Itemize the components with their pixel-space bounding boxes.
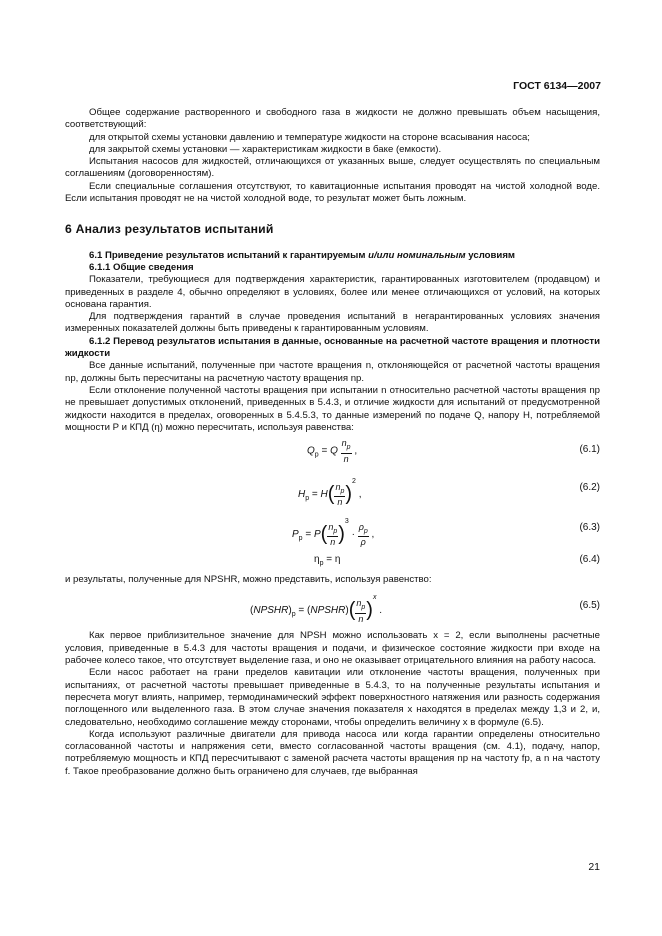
formula: $(NPSHR)_p$ = (NPSHR)( $\frac{n_p}{n}$ )$^x$ . [250,594,383,624]
formula: $Q_p = Q$ $\frac{n_p}{n}$ , [307,438,358,464]
subsection-title [65,250,600,262]
equation-6-1 [65,434,600,472]
equation-6-2 [65,472,600,512]
page-number: 21 [588,861,600,873]
section-title: 6 Анализ результатов испытаний [65,222,274,237]
equation-number: (6.5) [579,600,600,612]
paragraph: Когда используют различные двигатели для привода насоса или когда гарантии определены относительно согласованной частоты и напряжения сети, вместо согласованной частоты вращения (см. 4.1), подачу, напор, потребляемую мощность и КПД пересчитывают с заменой расчета частоты вращения nр на частоту fр, а n на частоту f. Такое преобразование должно быть ограничено для случаев, где выбранная [65,728,600,777]
equation-6-4 [65,552,600,574]
equation-number: (6.3) [579,522,600,534]
subsection-title-italic: и/или номинальным [368,249,466,261]
subsubsection-title: 6.1.1 Общие сведения [89,261,194,273]
paragraph: для закрытой схемы установки — характеристикам жидкости в баке (емкости). [89,143,442,155]
equation-number: (6.4) [579,554,600,566]
paragraph: Испытания насосов для жидкостей, отличающихся от указанных выше, следует осуществлять по специальным соглашениям (договоренностям). [65,156,600,180]
formula: $P_p = P$( $\frac{n_p}{n}$ )$^3$ · $\frac{\rho_p}{\rho}$ , [292,518,375,548]
standard-header: ГОСТ 6134—2007 [513,80,601,92]
subsubsection-title: 6.1.2 Перевод результатов испытания в данные, основанные на расчетной частоте вращения и плотности жидкости [65,335,600,360]
subsection-title-part: условиям [465,249,516,261]
paragraph: Общее содержание растворенного и свободного газа в жидкости не должно превышать объем насыщения, соответствующий: [65,107,600,131]
paragraph: для открытой схемы установки давлению и температуре жидкости на стороне всасывания насоса; [89,131,530,143]
subsection-title-part: 6.1 Приведение результатов испытаний к гарантируемым [89,249,369,261]
paragraph: и результаты, полученные для NPSHR, можно представить, используя равенство: [65,574,432,586]
equation-6-5 [65,586,600,630]
paragraph: Для подтверждения гарантий в случае проведения испытаний в негарантированных условиях значения измеренных показателей должны быть приведены к гарантированным условиям. [65,311,600,335]
equation-6-3 [65,512,600,552]
formula: $H_p = H$( $\frac{n_p}{n}$ )$^2$ , [298,478,362,508]
equation-number: (6.2) [579,482,600,494]
paragraph: Если насос работает на грани пределов кавитации или отклонение частоты вращения, полученных при испытаниях, от расчетной частоты превышает приведенные в 5.4.3, то на полученные результаты испытания и пересчета могут влиять, например, термодинамический эффект поверхностного натяжения или разность содержания поглощенного или выделенного газа. В этом случае значения показателя x находятся в пределах между 1,3 и 2, и, следовательно, необходимо соглашение между сторонами, чтобы определить величину x в формуле (6.5). [65,667,600,728]
paragraph: Если специальные соглашения отсутствуют, то кавитационные испытания проводят на чистой холодной воде. Если испытания проводят не на чистой холодной воде, то результат может быть ложным. [65,180,600,205]
paragraph: Показатели, требующиеся для подтверждения характеристик, гарантированных изготовителем (продавцом) и приведенных в разделе 4, обычно определяют в условиях, более или менее отличающихся от условий, на которых основана гарантия. [65,274,600,310]
paragraph: Все данные испытаний, полученные при частоте вращения n, отклоняющейся от расчетной частоты вращения nр, должны быть пересчитаны на расчетную частоту вращения nр. [65,360,600,384]
equation-number: (6.1) [579,444,600,456]
page-body [65,107,600,778]
paragraph: Если отклонение полученной частоты вращения при испытании n относительно расчетной частоты вращения nр не превышает допустимых отклонений, приведенных в 5.4.3, и отличие жидкости для испытаний от предусмотренной жидкости находится в пределах, оговоренных в 5.4.5.3, то данные измерений по подаче Q, напору H, потребляемой мощности P и КПД (η) можно пересчитать, используя равенства: [65,384,600,433]
paragraph: Как первое приблизительное значение для NPSH можно использовать x = 2, если выполнены расчетные условия, приведенные в 5.4.3 для частоты вращения и подачи, и физическое состояние жидкости при входе на рабочее колесо такое, что отсутствует выделение газа, и оно не оказывает отрицательного влияния на работу насоса. [65,630,600,667]
formula: $\eta_p = \eta$ [314,554,341,568]
